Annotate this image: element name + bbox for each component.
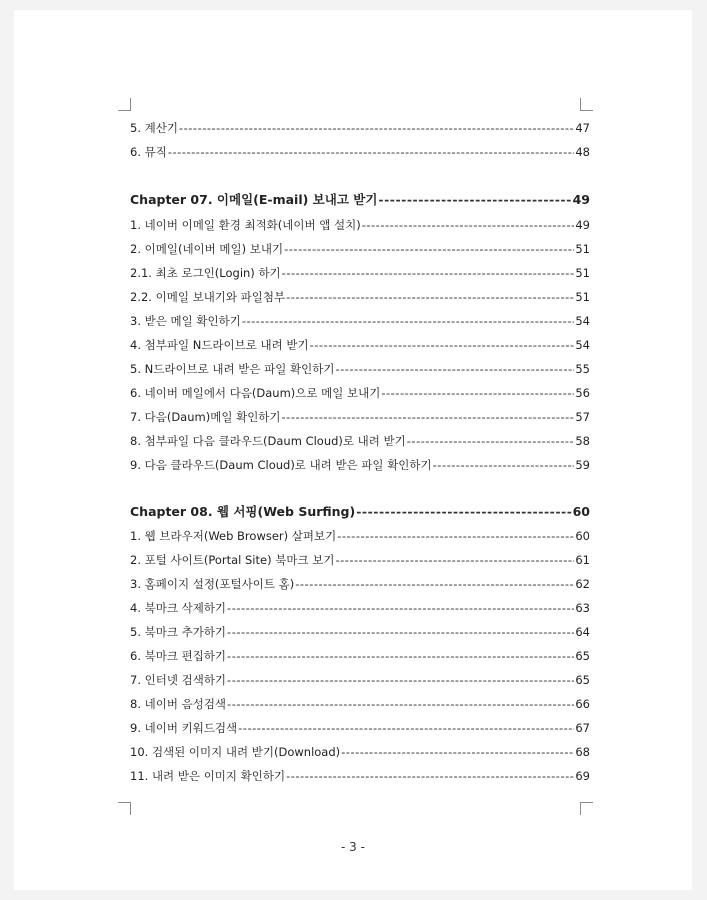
toc-entry-title: 1. 네이버 이메일 환경 최적화(네이버 앱 설치) [130, 218, 361, 232]
toc-entry [130, 696, 590, 712]
toc-page-number: 48 [575, 145, 590, 159]
toc-entry [130, 457, 590, 473]
toc-entry-title: 9. 네이버 키워드검색 [130, 721, 238, 735]
toc-entry-title: Chapter 08. 웹 서핑(Web Surfing) [130, 504, 356, 519]
dot-leader [356, 504, 571, 520]
toc-entry-title: 11. 내려 받은 이미지 확인하기 [130, 769, 286, 783]
toc-entry-title: 7. 다음(Daum)메일 확인하기 [130, 410, 281, 424]
dot-leader [238, 720, 574, 736]
crop-mark-bottom-left [118, 802, 131, 815]
toc-entry-title: 2. 포털 사이트(Portal Site) 북마크 보기 [130, 553, 335, 567]
dot-leader [284, 241, 574, 257]
dot-leader [433, 457, 575, 473]
toc-entry-title: Chapter 07. 이메일(E-mail) 보내고 받기 [130, 192, 378, 207]
toc-entry [130, 313, 590, 329]
dot-leader [227, 696, 574, 712]
toc-page-number: 47 [575, 121, 590, 135]
dot-leader [179, 120, 574, 136]
dot-leader [335, 552, 574, 568]
toc-page-number: 56 [575, 386, 590, 400]
dot-leader [336, 361, 575, 377]
toc-entry [130, 337, 590, 353]
toc-entry-title: 6. 북마크 편집하기 [130, 649, 227, 663]
toc-page-number: 64 [575, 625, 590, 639]
toc-page-number: 54 [575, 338, 590, 352]
toc-entry-title: 6. 뮤직 [130, 145, 167, 159]
toc-page-number: 60 [572, 504, 590, 519]
toc-entry-title: 10. 검색된 이미지 내려 받기(Download) [130, 745, 341, 759]
toc-entry [130, 409, 590, 425]
dot-leader [168, 144, 575, 160]
toc-entry [130, 144, 590, 160]
toc-page-number: 51 [575, 242, 590, 256]
toc-page-number: 59 [575, 458, 590, 472]
toc-entry [130, 217, 590, 233]
toc-page-number: 68 [575, 745, 590, 759]
toc-page-number: 63 [575, 601, 590, 615]
toc-page-number: 51 [575, 290, 590, 304]
toc-entry [130, 385, 590, 401]
toc-entry [130, 720, 590, 736]
toc-entry-title: 8. 첨부파일 다음 클라우드(Daum Cloud)로 내려 받기 [130, 434, 406, 448]
toc-page-number: 55 [575, 362, 590, 376]
dot-leader [381, 385, 574, 401]
toc-entry-title: 5. N드라이브로 내려 받은 파일 확인하기 [130, 362, 335, 376]
dot-leader [227, 624, 574, 640]
toc-entry-title: 1. 웹 브라우저(Web Browser) 살펴보기 [130, 529, 337, 543]
toc-entry [130, 648, 590, 664]
toc-page-number: 66 [575, 697, 590, 711]
toc-entry [130, 768, 590, 784]
toc-page-number: 60 [575, 529, 590, 543]
toc-entry [130, 552, 590, 568]
toc-entry-title: 2.1. 최초 로그인(Login) 하기 [130, 266, 281, 280]
dot-leader [282, 409, 575, 425]
dot-leader [242, 313, 575, 329]
toc-page-number: 49 [572, 192, 590, 207]
toc-entry-title: 2.2. 이메일 보내기와 파일첨부 [130, 290, 286, 304]
toc-entry-title: 5. 계산기 [130, 121, 178, 135]
toc-entry-title: 6. 네이버 메일에서 다음(Daum)으로 메일 보내기 [130, 386, 381, 400]
toc-entry [130, 120, 590, 136]
toc-entry-title: 2. 이메일(네이버 메일) 보내기 [130, 242, 284, 256]
crop-mark-bottom-right [580, 802, 593, 815]
dot-leader [341, 744, 574, 760]
dot-leader [282, 265, 575, 281]
dot-leader [295, 576, 574, 592]
toc-page-number: 62 [575, 577, 590, 591]
dot-leader [407, 433, 575, 449]
toc-page-number: 57 [575, 410, 590, 424]
toc-entry [130, 744, 590, 760]
toc-entry [130, 672, 590, 688]
toc-page-number: 69 [575, 769, 590, 783]
toc-chapter-heading [130, 192, 590, 208]
dot-leader [362, 217, 575, 233]
toc-page-number: 49 [575, 218, 590, 232]
toc-entry-title: 3. 받은 메일 확인하기 [130, 314, 241, 328]
toc-entry [130, 528, 590, 544]
dot-leader [378, 192, 571, 208]
page-number: - 3 - [341, 840, 365, 854]
toc-entry [130, 600, 590, 616]
toc-entry-title: 9. 다음 클라우드(Daum Cloud)로 내려 받은 파일 확인하기 [130, 458, 432, 472]
dot-leader [227, 672, 574, 688]
toc-entry-title: 8. 네이버 음성검색 [130, 697, 227, 711]
toc-entry [130, 433, 590, 449]
toc-entry [130, 576, 590, 592]
crop-mark-top-left [118, 98, 131, 111]
toc-page-number: 65 [575, 649, 590, 663]
toc-entry [130, 241, 590, 257]
dot-leader [286, 289, 574, 305]
toc-page-number: 61 [575, 553, 590, 567]
dot-leader [337, 528, 574, 544]
toc-entry [130, 361, 590, 377]
toc-entry-title: 4. 북마크 삭제하기 [130, 601, 227, 615]
crop-mark-top-right [580, 98, 593, 111]
toc-entry-title: 3. 홈페이지 설정(포털사이트 홈) [130, 577, 295, 591]
toc-page-number: 58 [575, 434, 590, 448]
toc-chapter-heading [130, 504, 590, 520]
toc-entry-title: 4. 첨부파일 N드라이브로 내려 받기 [130, 338, 309, 352]
toc-page-number: 67 [575, 721, 590, 735]
toc-page-number: 51 [575, 266, 590, 280]
document-page [14, 10, 692, 890]
toc-page-number: 65 [575, 673, 590, 687]
toc-entry [130, 624, 590, 640]
dot-leader [286, 768, 574, 784]
dot-leader [310, 337, 575, 353]
toc-entry [130, 265, 590, 281]
toc-entry-title: 5. 북마크 추가하기 [130, 625, 227, 639]
toc-page-number: 54 [575, 314, 590, 328]
dot-leader [227, 648, 574, 664]
toc-entry [130, 289, 590, 305]
dot-leader [227, 600, 574, 616]
toc-entry-title: 7. 인터넷 검색하기 [130, 673, 227, 687]
